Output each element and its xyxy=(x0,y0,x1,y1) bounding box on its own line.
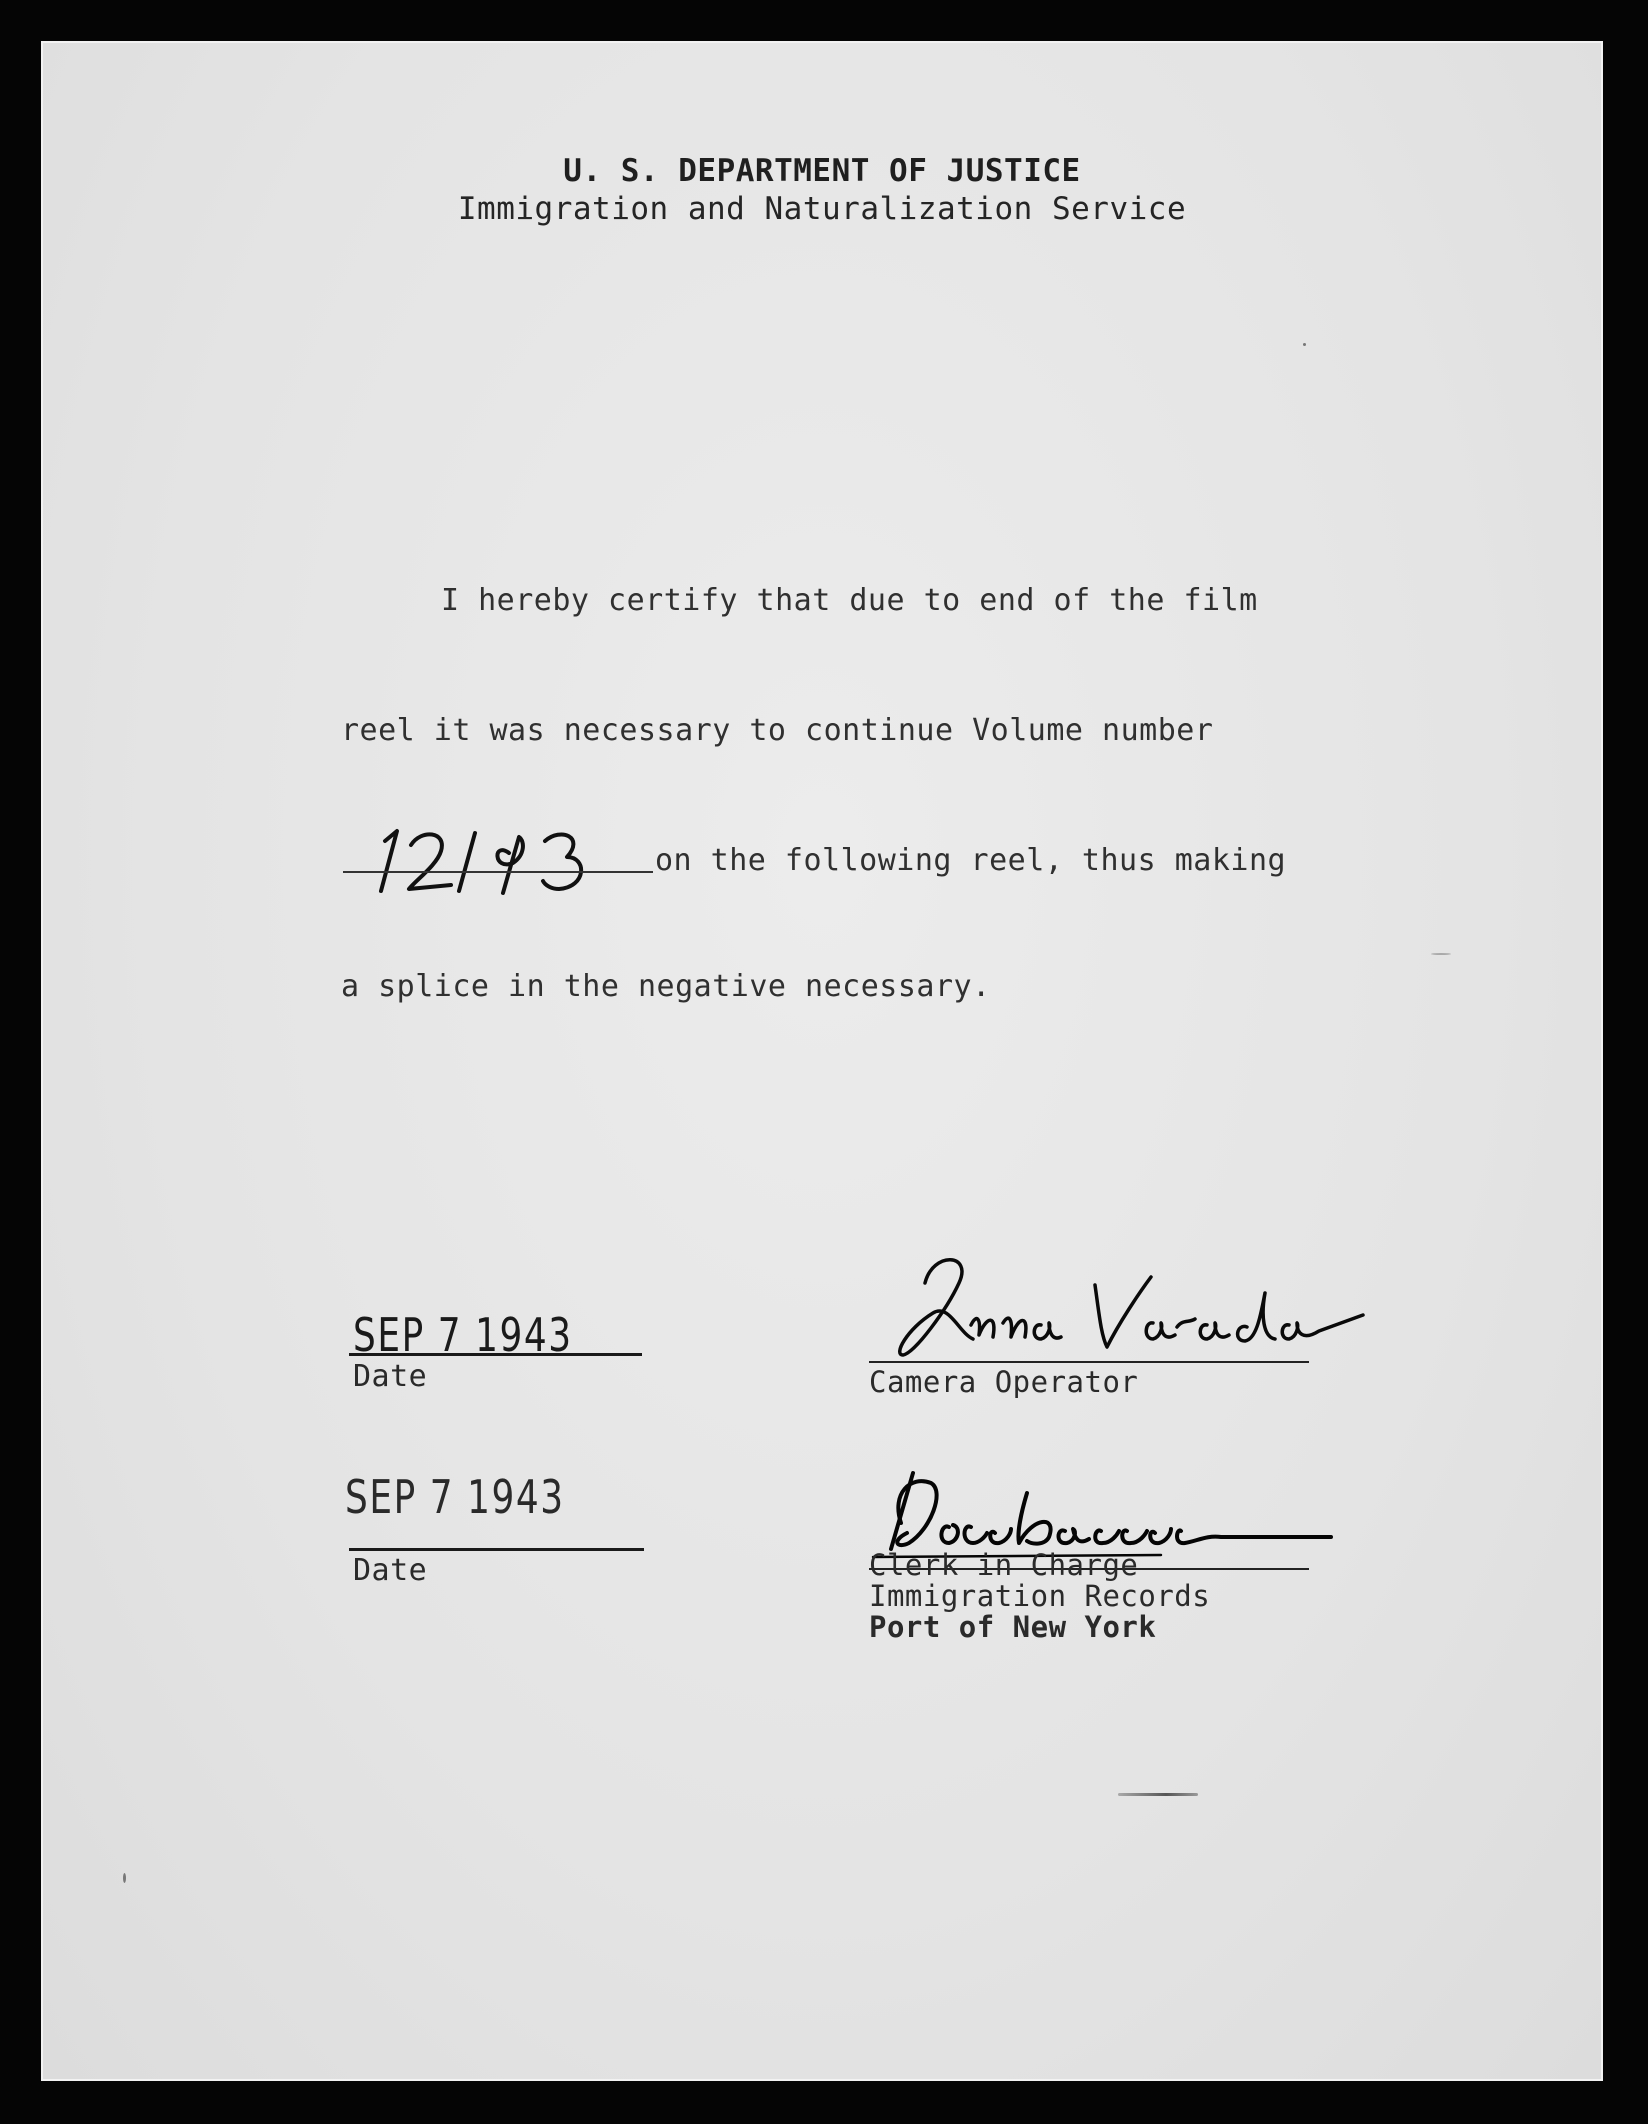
certification-line-2: reel it was necessary to continue Volume number xyxy=(341,713,1214,748)
speck-mark xyxy=(123,1873,126,1883)
clerk-date-line xyxy=(349,1548,644,1551)
speck-mark xyxy=(1431,953,1451,955)
camera-signature-line xyxy=(869,1361,1309,1363)
clerk-date-stamp: SEP 7 1943 xyxy=(345,1470,565,1524)
camera-date-stamp: SEP 7 1943 xyxy=(353,1308,573,1362)
camera-operator-signature xyxy=(863,1243,1383,1368)
volume-number-text: 12193 xyxy=(363,823,366,824)
certification-line-4: a splice in the negative necessary. xyxy=(341,969,991,1004)
document-page xyxy=(41,41,1603,2081)
clerk-title-line-3: Port of New York xyxy=(869,1610,1157,1644)
volume-number-handwriting xyxy=(363,823,613,898)
camera-date-line xyxy=(349,1353,642,1356)
camera-date-label: Date xyxy=(353,1359,428,1394)
paper-clip-mark xyxy=(1118,1793,1198,1796)
clerk-title-line-1: Clerk in Charge xyxy=(869,1548,1139,1582)
volume-number-underline xyxy=(343,871,653,873)
speck-mark xyxy=(1303,343,1306,346)
service-subtitle: Immigration and Naturalization Service xyxy=(457,191,1187,227)
agency-title: U. S. DEPARTMENT OF JUSTICE xyxy=(563,153,1081,189)
certification-line-1: I hereby certify that due to end of the film xyxy=(441,583,1258,618)
clerk-date-label: Date xyxy=(353,1553,428,1588)
camera-signature-text: Anna Varada xyxy=(863,1243,869,1244)
certification-line-3: on the following reel, thus making xyxy=(655,843,1287,878)
camera-operator-label: Camera Operator xyxy=(869,1365,1139,1399)
clerk-title-line-2: Immigration Records xyxy=(869,1579,1211,1613)
